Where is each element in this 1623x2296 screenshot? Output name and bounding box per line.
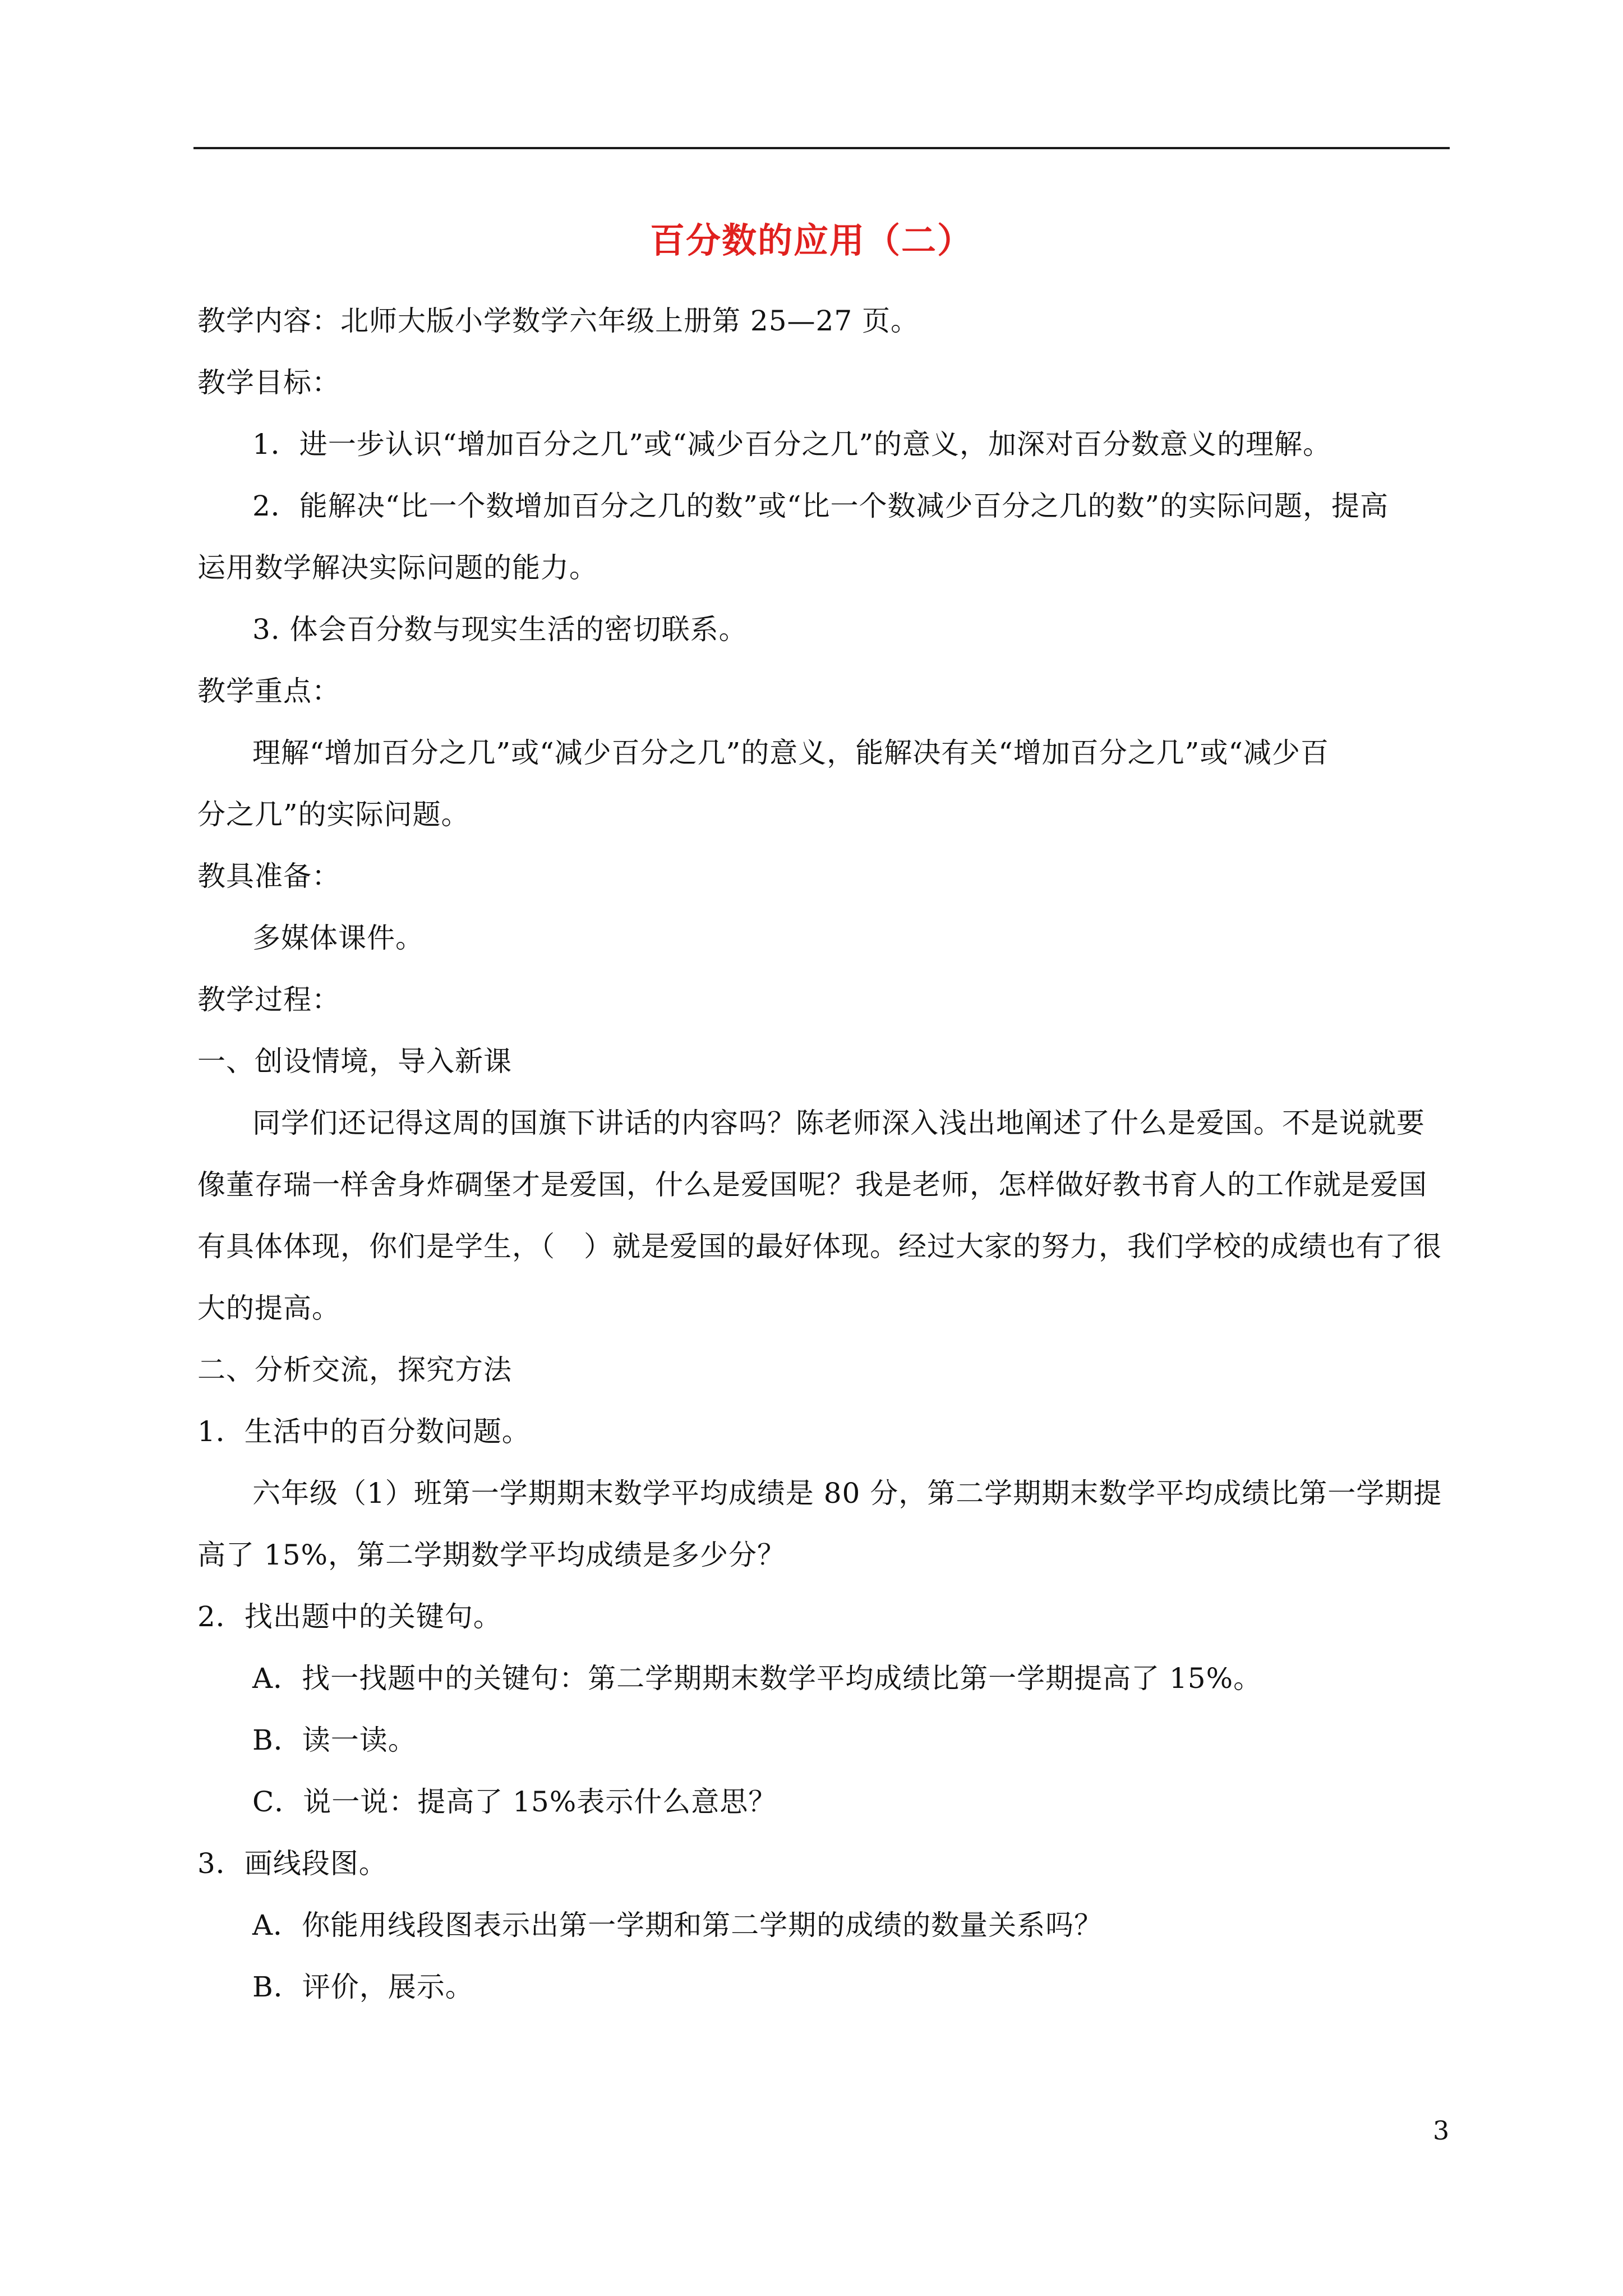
step-1-heading: 1．生活中的百分数问题。 [197, 1415, 531, 1448]
header-rule [193, 147, 1450, 149]
page-number: 3 [1433, 2115, 1450, 2146]
key-point-text: 理解“增加百分之几”或“减少百分之几”的意义，能解决有关“增加百分之几”或“减少百 [252, 737, 1329, 769]
objective-2: 2．能解决“比一个数增加百分之几的数”或“比一个数减少百分之几的数”的实际问题，提高 [252, 490, 1389, 522]
objective-1: 1．进一步认识“增加百分之几”或“减少百分之几”的意义，加深对百分数意义的理解。 [252, 428, 1332, 461]
step-2-item-a: A．找一找题中的关键句：第二学期期末数学平均成绩比第一学期提高了 15%。 [252, 1662, 1262, 1695]
section-heading-objectives: 教学目标： [197, 366, 340, 399]
step-3-item-b: B．评价，展示。 [252, 1971, 474, 2003]
step-2-heading: 2．找出题中的关键句。 [197, 1600, 502, 1633]
intro-paragraph-line-1: 同学们还记得这周的国旗下讲话的内容吗？陈老师深入浅出地阐述了什么是爱国。不是说就要 [252, 1107, 1425, 1139]
intro-paragraph-line-4: 大的提高。 [197, 1292, 340, 1324]
intro-paragraph-line-2: 像董存瑞一样舍身炸碉堡才是爱国，什么是爱国呢？我是老师，怎样做好教书育人的工作就是爱国 [197, 1168, 1427, 1201]
intro-paragraph-line-3: 有具体体现，你们是学生，（ ）就是爱国的最好体现。经过大家的努力，我们学校的成绩也有了很 [197, 1230, 1442, 1263]
key-point-text-continued: 分之几”的实际问题。 [197, 798, 470, 831]
document-title: 百分数的应用（二） [649, 220, 973, 261]
section-heading-key-points: 教学重点： [197, 675, 340, 707]
problem-text-line-2: 高了 15%，第二学期数学平均成绩是多少分？ [197, 1539, 786, 1571]
section-heading-process: 教学过程： [197, 983, 340, 1016]
section-heading-materials: 教具准备： [197, 860, 340, 892]
part-2-heading: 二、分析交流，探究方法 [197, 1354, 512, 1386]
problem-text-line-1: 六年级（1）班第一学期期末数学平均成绩是 80 分，第二学期期末数学平均成绩比第一学期提 [252, 1477, 1442, 1510]
objective-2-continued: 运用数学解决实际问题的能力。 [197, 551, 598, 584]
step-3-item-a: A．你能用线段图表示出第一学期和第二学期的成绩的数量关系吗？ [252, 1909, 1103, 1941]
part-1-heading: 一、创设情境，导入新课 [197, 1045, 512, 1078]
objective-3: 3. 体会百分数与现实生活的密切联系。 [252, 613, 748, 646]
step-2-item-c: C．说一说：提高了 15%表示什么意思？ [252, 1786, 777, 1818]
teaching-content: 教学内容：北师大版小学数学六年级上册第 25—27 页。 [197, 305, 920, 337]
step-3-heading: 3．画线段图。 [197, 1847, 388, 1880]
materials-text: 多媒体课件。 [252, 922, 424, 954]
step-2-item-b: B．读一读。 [252, 1724, 417, 1756]
